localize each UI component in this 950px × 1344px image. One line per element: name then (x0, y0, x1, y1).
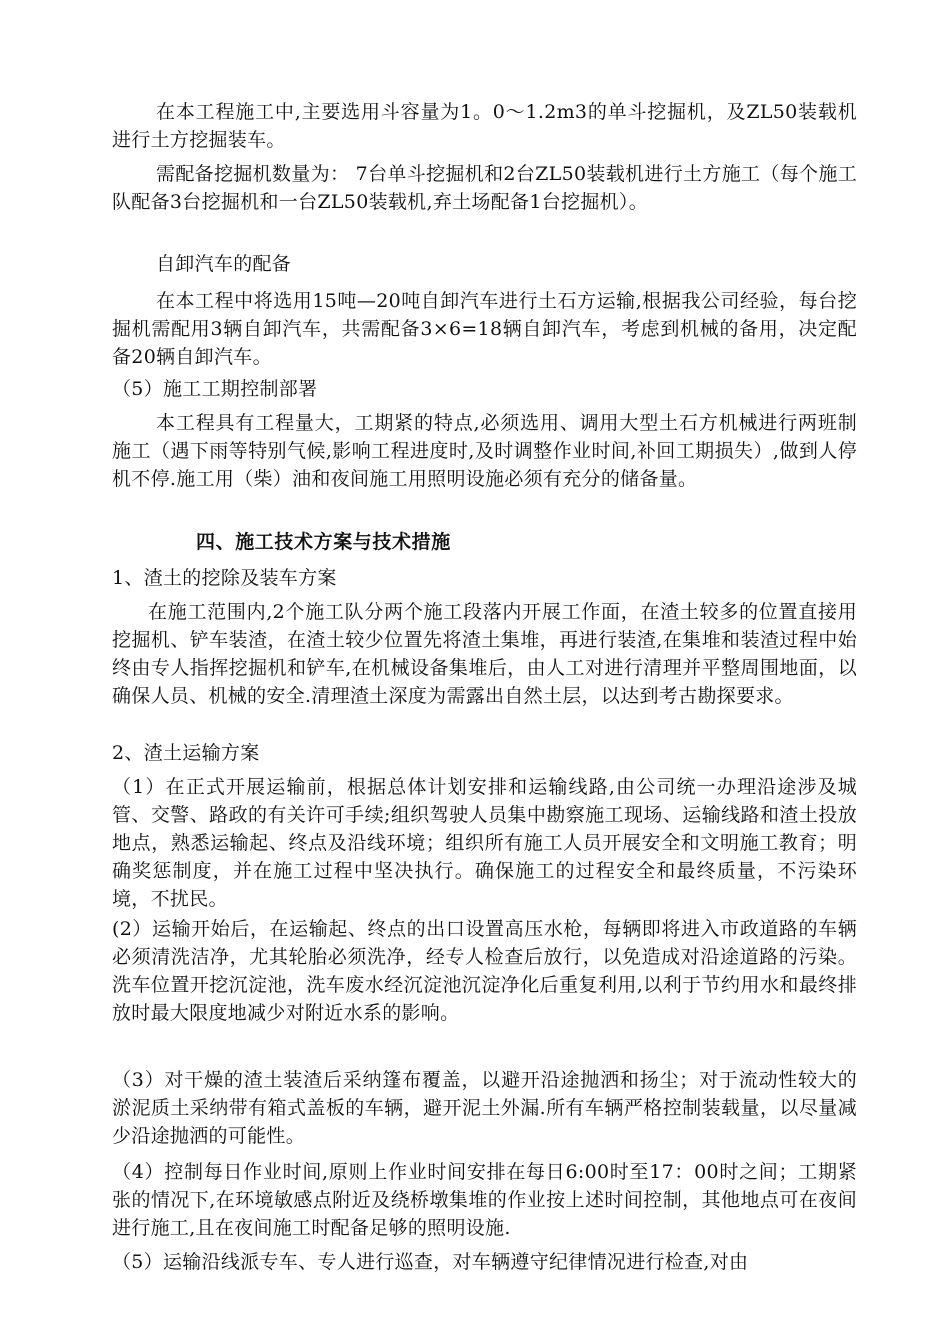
paragraph-excavation-plan: 在施工范围内,2个施工队分两个施工段落内开展工作面，在渣土较多的位置直接用挖掘机、铲车装渣，在渣土较少位置先将渣土集堆，再进行装渣,在集堆和装渣过程中始终由专人指挥挖掘机和铲车,在机械设备集堆后，由人工对进行清理并平整周围地面，以确保人员、机械的安全.清理渣土深度为需露出自然土层，以达到考古勘探要求。 (112, 601, 857, 707)
paragraph-transport-4: （4）控制每日作业时间,原则上作业时间安排在每日6:00时至17：00时之间；工期紧张的情况下,在环境敏感点附近及绕桥墩集堆的作业按上述时间控制，其他地点可在夜间进行施工,且在夜间施工时配备足够的照明设施. (112, 1161, 857, 1239)
paragraph-excavator-selection: 在本工程施工中,主要选用斗容量为1。0～1.2m3的单斗挖掘机，及ZL50装载机进行土方挖掘装车。 (112, 101, 857, 151)
paragraph-dump-truck-title: 自卸汽车的配备 (156, 253, 292, 275)
section-heading: 四、施工技术方案与技术措施 (196, 531, 451, 553)
paragraph-schedule-control-detail: 本工程具有工程量大，工期紧的特点,必须选用、调用大型土石方机械进行两班制施工（遇下雨等特别气候,影响工程进度时,及时调整作业时间,补回工期损失）,做到人停机不停.施工用（柴）油和夜间施工用照明设施必须有充分的储备量。 (112, 412, 857, 490)
subheading-excavation-plan: 1、渣土的挖除及装车方案 (112, 567, 337, 589)
paragraph-transport-5: （5）运输沿线派专车、专人进行巡查，对车辆遵守纪律情况进行检查,对由 (112, 1251, 749, 1273)
subheading-transport-plan: 2、渣土运输方案 (112, 742, 260, 764)
paragraph-schedule-control-title: （5）施工工期控制部署 (112, 378, 318, 400)
paragraph-dump-truck-detail: 在本工程中将选用15吨—20吨自卸汽车进行土石方运输,根据我公司经验，每台挖掘机需配用3辆自卸汽车，共需配备3×6=18辆自卸汽车，考虑到机械的备用，决定配备20辆自卸汽车。 (112, 290, 857, 368)
paragraph-transport-3: （3）对干燥的渣土装渣后采纳篷布覆盖，以避开沿途抛洒和扬尘；对于流动性较大的淤泥质土采纳带有箱式盖板的车辆，避开泥土外漏.所有车辆严格控制装载量，以尽量减少沿途抛洒的可能性。 (112, 1069, 857, 1147)
paragraph-excavator-count: 需配备挖掘机数量为： 7台单斗挖掘机和2台ZL50装载机进行土方施工（每个施工队配备3台挖掘机和一台ZL50装载机,弃土场配备1台挖掘机）。 (112, 163, 857, 213)
paragraph-transport-1: （1）在正式开展运输前，根据总体计划安排和运输线路,由公司统一办理沿途涉及城管、交警、路政的有关许可手续;组织驾驶人员集中勘察施工现场、运输线路和渣土投放地点，熟悉运输起、终点及沿线环境；组织所有施工人员开展安全和文明施工教育；明确奖惩制度，并在施工过程中坚决执行。确保施工的过程安全和最终质量，不污染环境，不扰民。 (112, 776, 857, 910)
paragraph-transport-2: (2）运输开始后，在运输起、终点的出口设置高压水枪，每辆即将进入市政道路的车辆必须清洗洁净，尤其轮胎必须洗净，经专人检查后放行，以免造成对沿途道路的污染。洗车位置开挖沉淀池，洗车废水经沉淀池沉淀净化后重复利用,以利于节约用水和最终排放时最大限度地减少对附近水系的影响。 (112, 918, 857, 1024)
